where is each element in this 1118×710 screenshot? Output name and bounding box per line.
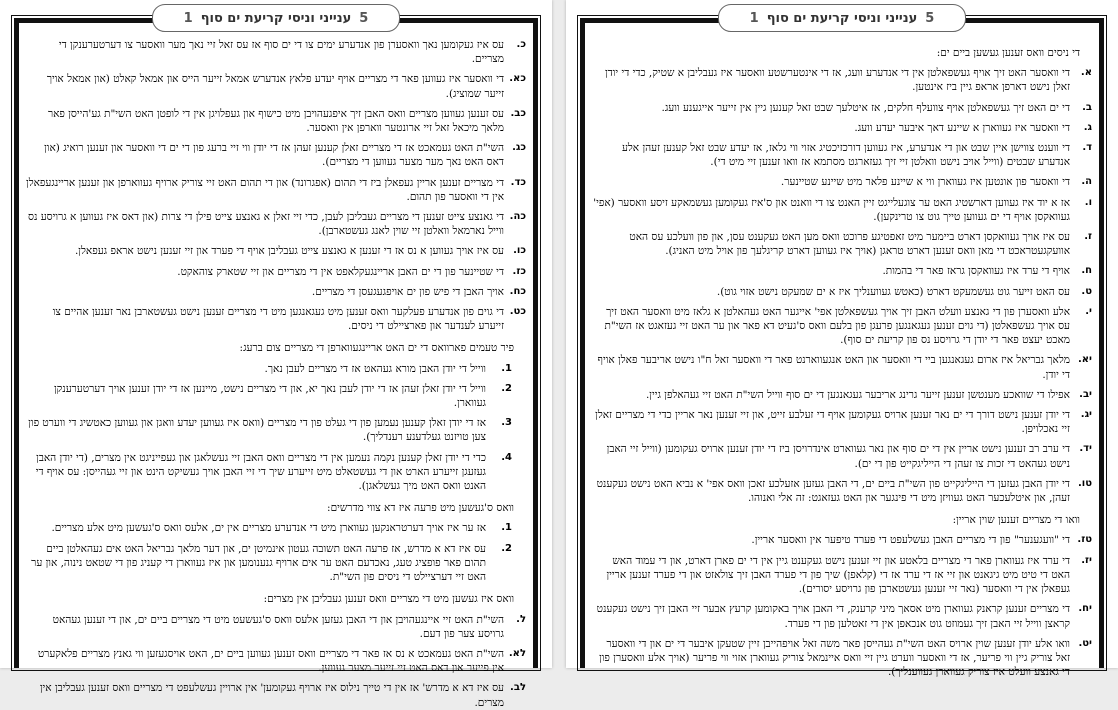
numbered-item: 2. ווייל די יודן זאלן זעהן אז די יודן לעבן נאך יא, און די מצריים נישט, מיינען אז די יודן זענען אויך דערטערענקן געווארן. [53,382,512,410]
list-item: לא. השי"ת האט געמאכט א נס אז פאר די מצריים וואס זענען געווען ביים ים, האט אויסגעזען ווי גאנץ מצריים פלאקערט אין פייער און דאס האט זיי זייער מצער געווען. [37,647,526,675]
header-number: 5 [925,10,935,26]
list-item: כב. עס זענען געווען מצריים וואס האבן זיך איפגעהויבן מיט כישוף און געפלויגן אין די לופטן האט השי"ת גע'הייסן פאר מלאך מיכאל זאל זיי ארונטער ווארפן אין וואסער. [47,107,526,135]
list-item: ל. השי"ת האט זיי איינגעהויבן און די האבן געזען אלעס וואס ס'געשעט מיט די מצריים ביים ים, און די זענען געהאט גרויסע צער פון דעם. [52,613,526,640]
header-title: ענייני וניסי קריעת ים סוף [200,10,352,26]
list-item: ד. די ווענט צווישן איין שבט און די אנדערע, איז געווען דורכזיכטיג אזוי ווי גלאז, אז יעדע שבט זאל קענען זעהן אלע אנדערע שבטים (ווייל אויב נישט וואלטן זיי זיך געזארגט מסתמא אז וואו זענען זיי מיט די). [621,142,1092,169]
list-item: לב. עס איז דא א מדרש' אז אין די טייך נילוס איז ארויף געקומען' אין ארויין געשלעפט די מצריים וואס זענען געבליבן אין מצרים. [39,682,526,709]
list-item: כז. די שטיינער פון די ים האבן אריינגעקלאפט אין די מצריים און זיי שטארק צוהאקט. [177,265,526,278]
numbered-item: 1. אז ער איז אויך דערטראנקען געווארן מיט די אנדערע מצריים אין ים, אלעס וואס ס'געשען מיט אלע מצריים. [51,522,512,535]
numbered-item: 2. עס איז דא א מדרש, אז פרעה האט תשובה געטון אינמיטן ים, און דער מלאך גבריאל האט אים געהאלטן ביים תהום פאר פופציג טעג, נאכדעם האט ער אים ארויף גנענומען און איז געווארן די קעניג פון די שטאט נינוה, און ער האט זיי דערציילט די ניסים פון השי"ת. [31,542,512,584]
header-number: 5 [359,10,369,26]
list-item: כט. די גוים פון אנדערע פעלקער וואס זענען מיט געגאנגען מיט די מצריים זענען נישט געשטארבן נאר זענען אהיים צו זייערע לענדער און פארציילט די ניסים. [52,306,526,333]
list-item: כד. די מצריים זענען אריין געפאלן ביז די תהום (אפגרונד) און די תהום האט זיי צוריק ארויף געווארפן און זענען אריינגעפאלן אין די וואסער פון תהום. [26,176,526,203]
list-item: טו. די יודן האבן געזען די הייליגקייט פון השי"ת ביים ים, די האבן געזען אזעלכע זאכן וואס אפי' א נביא האט נישט געקענט זעהן, און איטלעכער האט געוויזן מיט די פינגער און האט געזאגט: זה אלי ואנוהו. [596,477,1092,505]
list-item: כח. אויך האבן די פיש פון ים אויפגעגעסן די מצריים. [311,285,526,298]
section-heading: וואס ס'געשען מיט פרעה איז דא צווי מדרשים: [327,502,514,515]
section-heading: וואו די מצריים זענען שוין אריין: [952,514,1080,527]
list-item: ה. די וואסער פון אונטען איז געווארן ווי א שיינע פלאר מיט שיינע שטיינער. [780,176,1092,189]
header-title: ענייני וניסי קריעת ים סוף [766,10,918,26]
section-heading: וואס איז געשען מיט די מצריים וואס זענען געבליבן אין מצרים: [263,593,514,606]
numbered-item: 1. ווייל די יודן האבן מורא געהאט אז די מצריים לעבן נאך. [264,362,512,375]
list-item: טז. די "וועגענער" פון די מצריים האבן געשלעפט די פערד טיפער אין וואסער אריין. [751,534,1092,547]
section-heading: פיר טעמים פארוואס די ים האט אריינגעווארפן די מצריים צום ברעג: [239,342,514,355]
document-page-left [0,0,552,709]
list-item: י. אלע וואסערן פון די גאנצע וועלט האבן זיך אויך געשפאלטן אפי' אייגער האט געהאלטן א גלאז מיט וואסער האט זיך עס אויך געשפאלטן (די גוים זענען געגאנגען פרעגן פון בלעם וואס ס'געיט דא פאר און ער האט זיי געזאגט אז השי"ת מאכט יעצט פאר די יודן די גרויסע נס פון קריעת ים סוף). [604,305,1092,347]
numbered-item: 3. אז די יודן זאלן קענען נעמען פון די געלט פון די מצריים (וואס איז געווען יעדע וואגן און געווען כאטשיג די ווערט פון צען טויזנט געלדענע רענדליך). [28,417,512,444]
list-item: ט. עס האט זייער גוט געשמעקט דארט (כאטש געווענליך איז א ים שמעקט נישט אזוי גוט). [716,285,1092,298]
list-item: ח. אויף די ערד איז געוואקסן גראז פאר די בהמות. [882,265,1092,278]
list-item: ז. עס איז אויך געוואקסן דארט ביימער מיט זאפטיגע פרוכט וואס מען האט געקענט עסן, און פון וועלכע עס האט אוועקגעטראכט די מאן וואס זענען דארט טראגן (אויך איז געווען דארט קריגלעך פון אויל מיט האניג). [629,231,1092,258]
list-item: כ. עס איז געקומען נאך וואסערן פון אנדערע ימים צו די ים סוף אז עס זאל זיי נאך מער וואסער צו דערטערענקן די מצריים. [58,39,526,66]
document-page-right [566,0,1118,679]
header-number: 1 [749,10,759,26]
list-item: יג. די יודן זענען נישט דורך די ים נאר זענען ארויס געקומען אויף די זעלבע זייט, און זיי זענען נאר אריין כדי די מצריים זאלן זיי נאכלויפן. [595,409,1092,436]
page-header [152,4,400,32]
list-item: יא. מלאך גבריאל איז ארום געגאנגען ביי די וואסער און האט אנגעווארנט פאר די וואסער זאל ח"ו נישט אריבער פאלן אויף די יודן. [597,354,1092,381]
page-header [718,4,966,32]
list-item: כג. השי"ת האט געמאכט אז די מצריים זאלן קענען זעהן אז די יודן ווי זיי ברעג פון די ים די וואסער און זענען רואיג (און דאס האט נאך מער מצער געווען די מצריים). [44,142,526,169]
header-number: 1 [183,10,193,26]
list-item: א. די וואסער האט זיך אויף געשפאלטן אין די אנדערע וועג, אז די אינטערשטע וואסער איז געבליבן א שטיק, כדי די יודן זאלן נישט דארפן אראפ גיין ביז אינטען. [605,67,1092,94]
page-content [592,38,1092,679]
list-item: כו. עס איז אויך געווען א נס אז די זענען א גאנצע צייט געבליבן אויף די פערד און זיי זענען נישט אראפ געפאלן. [74,245,526,258]
list-item: ב. די ים האט זיך געשפאלטן אויף צוועלף חלקים, אז איטלעך שבט זאל קענען גיין אין זייער אייגענע וועג. [661,101,1092,114]
list-item: יב. אפילו די שוואכע מענטשן זענען זייער גרינג אריבער געגאנגען די ים סוף ווייל השי"ת האט זיי געהאלפן גיין. [645,388,1092,401]
section-heading: די ניסים וואס זענען געשען ביים ים: [936,47,1080,59]
list-item: כה. די גאנצע צייט זענען די מצריים געבליבן לעבן, כדי זיי זאלן א גאנצע צייט פילן די צרות (און דאס איז געווען א גרויסע נס ווייל נארמאל וואלטן זיי שוין לאנג געשטארבן). [28,211,526,238]
list-item: ו. אז א יוד איז געווען דארשטיג האט ער צוגעלייגט זיין האנט צו די וואנט און ס'איז געקומען געשמאקע זיסע וואסער (אפי' געוואקסן אויף די ים געווען טייך גוט צו טרינקען). [593,196,1092,223]
list-item: יז. די ערד איז געווארן פאר די מצריים בלאטע און זיי זענען נישט געקענט גיין אין די ים פארן דארט, און די עמוד האש האט די טיט מיט גיגאנט און זיי אז די ערד אז די (קלאפן) שיך פון די פערד האבן זיך צולאזט און די פערד זענען אריין געפאלן אין די וואסער (נאר זיי זענען געשטארבן פון גרויסע יסורים). [606,554,1092,596]
list-item: כא. די וואסער איז געווען פאר די מצריים אויף יעדע פלאץ אנדערש אמאל זייער הייס און אמאל קאלט (און אמאל אויך זייער שמוציג). [46,73,526,100]
numbered-item: 4. כדי די יודן זאלן קענען נקמה נעמען אין די מצריים וואס האבן זיי געשלאגן און געפייניגט אין מצרים, (די יודן האבן געזעגן זייערע הארט און די געשטאלט מיט זייערע שיך די זיי האבן אויך געשיקט הינט און זיי געהייסן: עס אויף די האנט וואס האט מיך געשלאגן). [35,451,512,493]
list-item: ג. די וואסער איז געווארן א שיינע דאך איבער יעדע וועג. [854,121,1092,134]
list-item: יד. די ערב רב זענען נישט אריין אין די ים סוף און נאר געווארט אינדרויסן ביז די יודן זענען ארויס געקומען (ווייל זיי האבן נישט געהאט די זכות צו זעהן די הייליגקייט פון די ים). [606,443,1092,470]
page-content [26,38,526,709]
list-item: יח. די מצריים זענען קראנק געווארן מיט אסאך מיני קרענק, די האבן אויך באקומען קרעץ אבער זיי האבן זיך נישט געקענט קראצן ווייל זיי האבן זיך געמוזט גוט אנכאפן אין די זאטלען פון די פערד. [596,603,1092,630]
list-item: יט. וואו אלע יודן זענען שוין ארויס האט השי"ת געהייסן פאר משה זאל אויפהייבן זיין שטעקן איבער די ים און די וואסער זאל צוריק גיין ווי פריער, אז די וואסער ווערט גיין זיי וואס איינמאל צוריק געווארן אזוי ווי פריער (אויך אלע וואסערן פון די גאנצע וועלט איז צוריק געווארן געווענליך). [599,637,1092,679]
